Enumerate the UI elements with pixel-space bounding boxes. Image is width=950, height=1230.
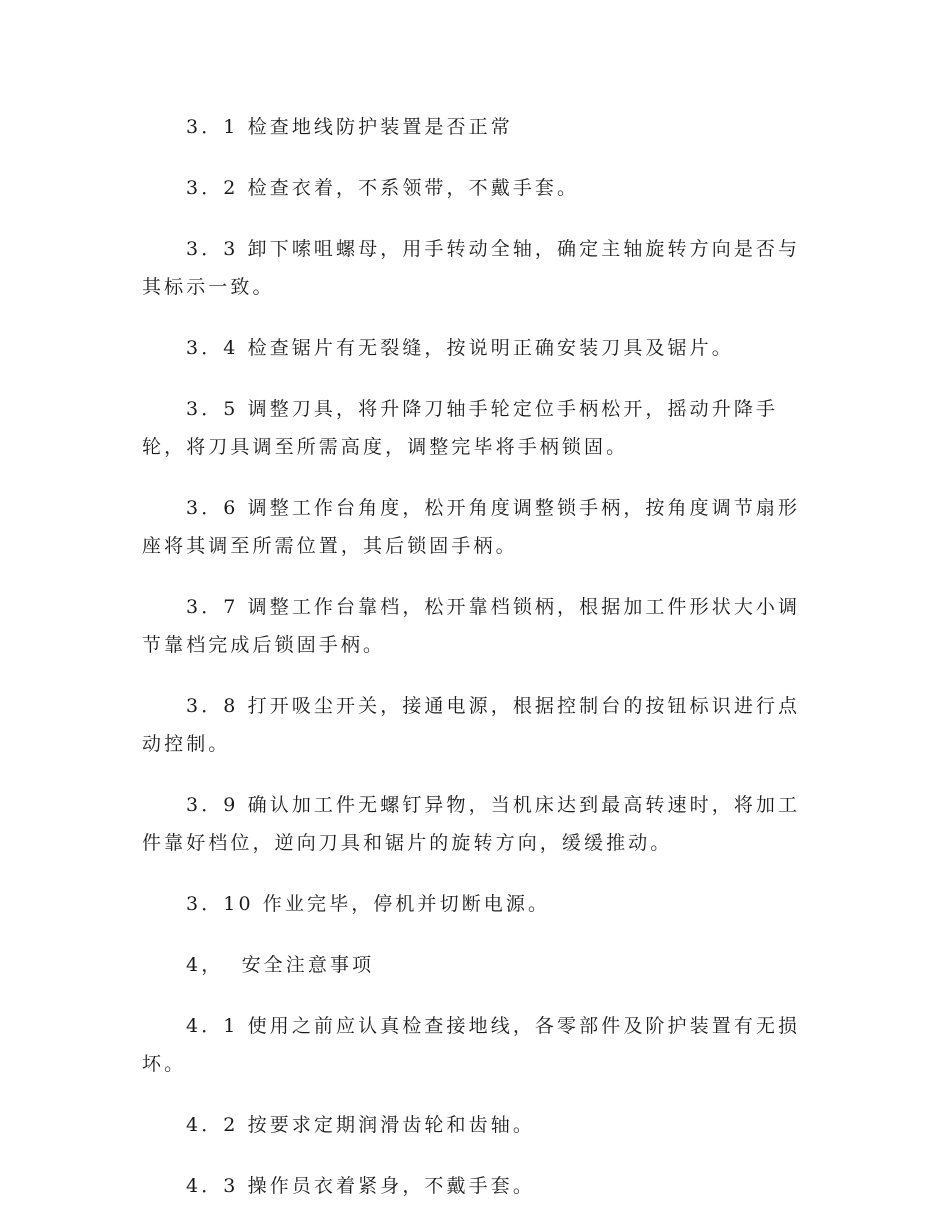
paragraph-4-3: 4．3 操作员衣着紧身，不戴手套。 [186,1175,535,1197]
paragraph-3-1: 3．1 检查地线防护装置是否正常 [186,116,513,138]
paragraph-3-10: 3．10 作业完毕，停机并切断电源。 [186,893,551,915]
paragraph-3-8: 3．8 打开吸尘开关，接通电源，根据控制台的按钮标识进行点动控制。 [142,695,801,755]
paragraph-3-7: 3．7 调整工作台靠档，松开靠档锁柄，根据加工件形状大小调节靠档完成后锁固手柄。 [142,596,801,656]
paragraph-3-6: 3．6 调整工作台角度，松开角度调整锁手柄，按角度调节扇形座将其调至所需位置，其后锁固手柄。 [142,497,801,557]
paragraph-3-4: 3．4 检查锯片有无裂缝，按说明正确安装刀具及锯片。 [186,337,734,359]
paragraph-3-3: 3．3 卸下嗦咀螺母，用手转动全轴，确定主轴旋转方向是否与其标示一致。 [142,238,801,298]
paragraph-4-1: 4．1 使用之前应认真检查接地线，各零部件及阶护装置有无损坏。 [142,1015,801,1075]
section-heading-4: 4， 安全注意事项 [186,954,375,976]
paragraph-3-9: 3．9 确认加工件无螺钉异物，当机床达到最高转速时，将加工件靠好档位，逆向刀具和锯片的旋转方向，缓缓推动。 [142,794,801,854]
paragraph-3-5: 3．5 调整刀具，将升降刀轴手轮定位手柄松开，摇动升降手轮，将刀具调至所需高度，调整完毕将手柄锁固。 [142,398,779,458]
document-body [142,108,812,1228]
paragraph-3-2: 3．2 检查衣着，不系领带，不戴手套。 [186,177,580,199]
paragraph-4-2: 4．2 按要求定期润滑齿轮和齿轴。 [186,1114,535,1136]
